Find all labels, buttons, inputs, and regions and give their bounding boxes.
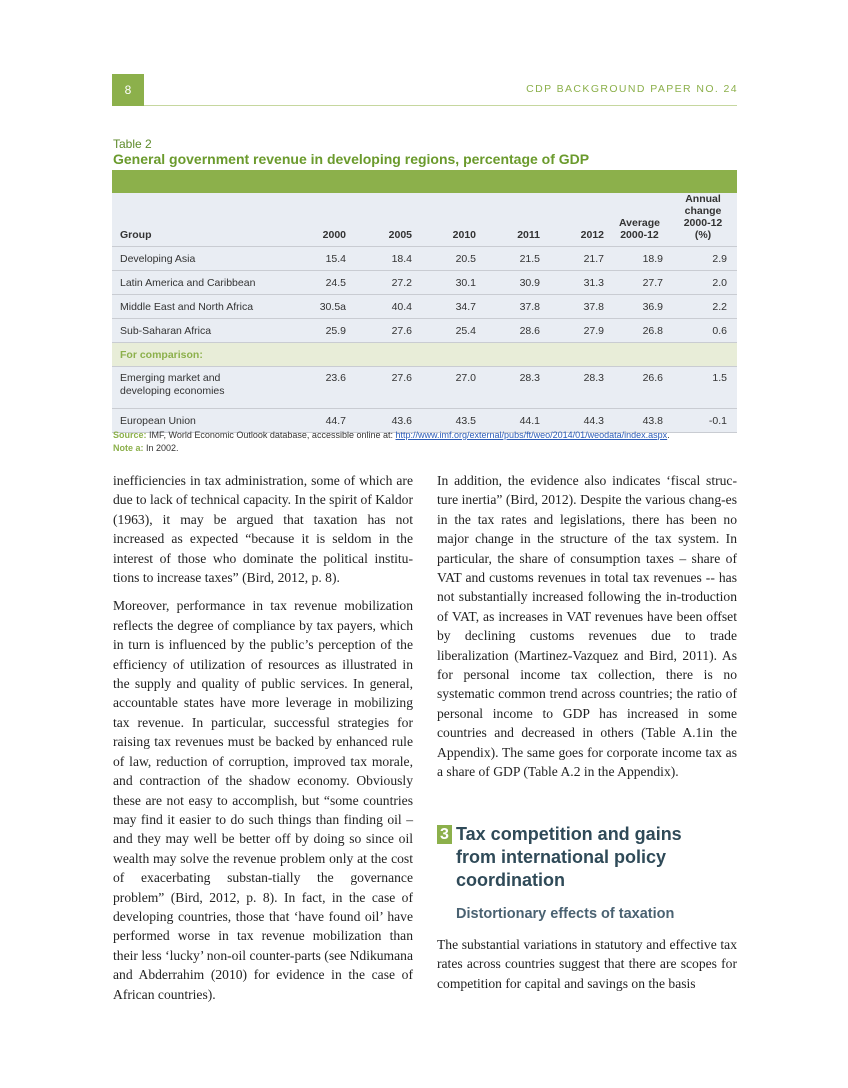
- cell-2010: 34.7: [418, 295, 482, 319]
- cell-change: 2.2: [669, 295, 737, 319]
- cell-2005: 27.6: [352, 319, 418, 343]
- table-title: General government revenue in developing regions, percentage of GDP: [113, 151, 590, 167]
- source-link[interactable]: http://www.imf.org/external/pubs/ft/weo/2014/01/weodata/index.aspx: [395, 430, 668, 440]
- row-group-line2: developing economies: [120, 385, 225, 397]
- source-text: IMF, World Economic Outlook database, accessible online at:: [149, 430, 393, 440]
- col-2000-header: 2000: [297, 193, 352, 247]
- cell-2000: 30.5a: [297, 295, 352, 319]
- row-group: [112, 367, 297, 409]
- cell-change: -0.1: [669, 409, 737, 433]
- col-average-header: [610, 193, 669, 247]
- header-rule: [144, 105, 737, 106]
- table-row: [112, 295, 737, 319]
- cell-2005: 43.6: [352, 409, 418, 433]
- cell-change: 2.9: [669, 247, 737, 271]
- cell-2011: 28.6: [482, 319, 546, 343]
- col-change-line2: change: [684, 205, 722, 217]
- cell-average: 36.9: [610, 295, 669, 319]
- paragraph: In addition, the evidence also indicates ‘fiscal struc-ture inertia” (Bird, 2012). Despite the various chang-es in the tax rates and legislations, there has been no major change in the structure of the tax system. In particular, the share of consumption taxes – share of VAT and customs revenues in total tax revenues -- has not substantially increased following the in-troduction of VAT, as increases in VAT revenues have been offset by declining customs revenues due to trade liberalization (Martinez-Vazquez and Bird, 2011). As for personal income tax collection, there is no systematic common trend across countries; the ratio of personal income to GDP has increased in some countries and decreased in others (Table A.1in the Appendix). The same goes for corporate income tax as a share of GDP (Table A.2 in the Appendix).: [437, 473, 737, 780]
- row-group: Sub-Saharan Africa: [112, 319, 297, 343]
- cell-2012: 27.9: [546, 319, 610, 343]
- cell-average: 43.8: [610, 409, 669, 433]
- row-group-line1: Emerging market and: [120, 372, 221, 384]
- cell-2011: 30.9: [482, 271, 546, 295]
- col-change-line1: Annual: [685, 193, 721, 205]
- cell-average: 18.9: [610, 247, 669, 271]
- cell-2000: 15.4: [297, 247, 352, 271]
- row-group: Middle East and North Africa: [112, 295, 297, 319]
- table-source: [113, 430, 670, 440]
- cell-2000: 23.6: [297, 367, 352, 409]
- table-note: [113, 443, 179, 453]
- cell-2000: 44.7: [297, 409, 352, 433]
- cell-2010: 43.5: [418, 409, 482, 433]
- cell-2012: 21.7: [546, 247, 610, 271]
- cell-2005: 40.4: [352, 295, 418, 319]
- source-end: .: [667, 430, 670, 440]
- table-header-bar: [112, 170, 737, 193]
- left-column: [113, 471, 413, 1013]
- cell-2010: 25.4: [418, 319, 482, 343]
- table-row: [112, 319, 737, 343]
- table-row: [112, 409, 737, 433]
- col-2010-header: 2010: [418, 193, 482, 247]
- row-group: Developing Asia: [112, 247, 297, 271]
- table-label: Table 2: [113, 137, 152, 151]
- col-average-line1: Average: [618, 217, 661, 229]
- series-title: CDP BACKGROUND PAPER NO. 24: [526, 83, 738, 95]
- cell-2010: 20.5: [418, 247, 482, 271]
- col-change-line3: 2000-12 (%): [683, 217, 723, 241]
- table-header-row: [112, 193, 737, 247]
- cell-2012: 28.3: [546, 367, 610, 409]
- page-number: 8: [112, 74, 144, 106]
- cell-2005: 27.2: [352, 271, 418, 295]
- cell-2000: 25.9: [297, 319, 352, 343]
- col-average-line2: 2000-12: [620, 229, 659, 241]
- source-label: Source:: [113, 430, 147, 440]
- section-title: Tax competition and gains from international policy coordination: [456, 824, 682, 890]
- cell-2011: 37.8: [482, 295, 546, 319]
- cell-2012: 44.3: [546, 409, 610, 433]
- cell-2010: 27.0: [418, 367, 482, 409]
- cell-2005: 27.6: [352, 367, 418, 409]
- right-column: [437, 471, 737, 791]
- cell-2012: 31.3: [546, 271, 610, 295]
- paragraph: Moreover, performance in tax revenue mobilization reflects the degree of compliance by tax payers, which in turn is influenced by the public’s perception of the efficiency of utilization of resources as illustrated in the supply and quality of public services. In general, accountable states have more leverage in mobilizing tax revenue. In particular, successful strategies for raising tax revenues must be backed by enhanced rule of law, reduction of corruption, improved tax morale, and contraction of the shadow economy. Obviously these are not easy to accomplish, but “some countries may find it easier to do such things than finding oil – and they may well be better off by doing so since oil wealth may solve the revenue problem only at the cost of exacerbating substan-tially the governance problem” (Bird, 2012, p. 8). In fact, in the case of developing countries, those that ‘have found oil’ have performed worse in tax revenue mobilization than their less ‘lucky’ non-oil counter-parts (see Ndikumana and Abderrahim (2010) for evidence in the case of African countries).: [113, 598, 413, 1002]
- cell-2010: 30.1: [418, 271, 482, 295]
- cell-average: 27.7: [610, 271, 669, 295]
- table-row: [112, 367, 737, 409]
- col-group-header: Group: [112, 193, 297, 247]
- cell-2011: 44.1: [482, 409, 546, 433]
- paragraph: inefficiencies in tax administration, some of which are due to lack of technical capacity. In the spirit of Kaldor (1963), it may be argued that taxation has not increased as expected “because it is seldom in the interest of those who dominate the political institu-tions to increase taxes” (Bird, 2012, p. 8).: [113, 473, 413, 586]
- cell-2012: 37.8: [546, 295, 610, 319]
- table-row: [112, 247, 737, 271]
- col-2011-header: 2011: [482, 193, 546, 247]
- cell-change: 1.5: [669, 367, 737, 409]
- comparison-row: [112, 343, 737, 367]
- cell-2011: 21.5: [482, 247, 546, 271]
- right-column-continued: [437, 935, 737, 1002]
- cell-change: 0.6: [669, 319, 737, 343]
- col-change-header: [669, 193, 737, 247]
- section-number: 3: [437, 825, 452, 844]
- cell-2011: 28.3: [482, 367, 546, 409]
- revenue-table: [112, 193, 737, 433]
- cell-average: 26.8: [610, 319, 669, 343]
- row-group: European Union: [112, 409, 297, 433]
- table-row: [112, 271, 737, 295]
- note-text: In 2002.: [146, 443, 179, 453]
- col-2005-header: 2005: [352, 193, 418, 247]
- row-group: Latin America and Caribbean: [112, 271, 297, 295]
- col-2012-header: 2012: [546, 193, 610, 247]
- cell-2000: 24.5: [297, 271, 352, 295]
- paragraph: The substantial variations in statutory and effective tax rates across countries suggest that there are scopes for competition for capital and savings on the basis: [437, 937, 737, 991]
- cell-2005: 18.4: [352, 247, 418, 271]
- cell-average: 26.6: [610, 367, 669, 409]
- note-label: Note a:: [113, 443, 144, 453]
- subsection-title: Distortionary effects of taxation: [456, 906, 675, 922]
- cell-change: 2.0: [669, 271, 737, 295]
- comparison-label: For comparison:: [112, 343, 737, 367]
